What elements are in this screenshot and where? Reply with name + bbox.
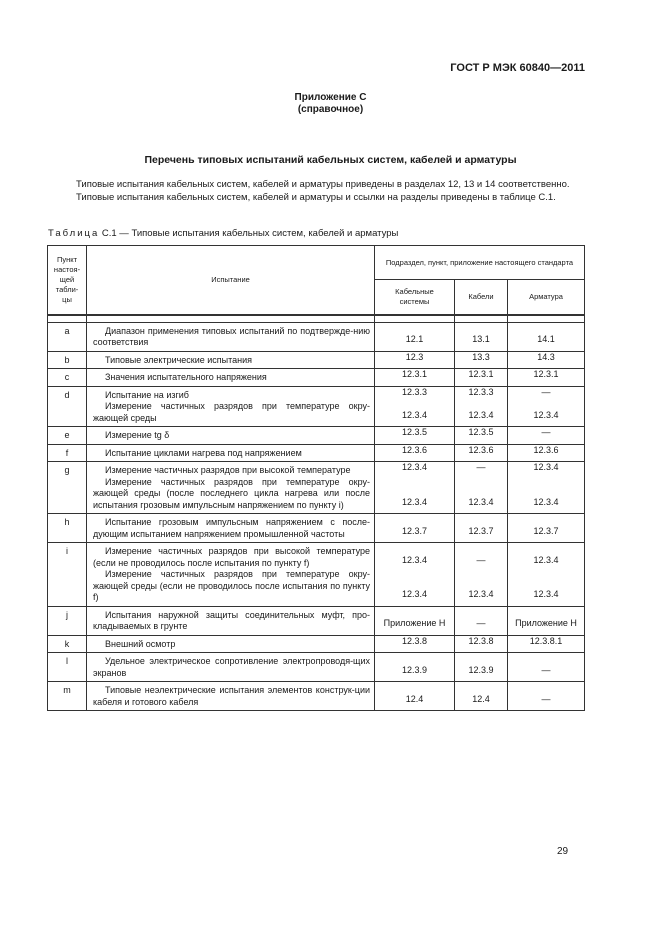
ref-value bbox=[375, 514, 454, 526]
row-item-id: i bbox=[48, 543, 87, 607]
paragraph: Типовые испытания кабельных систем, кабелей и арматуры и ссылки на разделы приведены в таблице С.1. bbox=[76, 192, 556, 203]
row-cables-ref bbox=[455, 543, 508, 607]
row-systems-ref bbox=[375, 606, 455, 635]
table-row bbox=[48, 386, 585, 427]
row-systems-ref bbox=[375, 444, 455, 462]
ref-value: 12.3.9 bbox=[401, 664, 428, 675]
ref-value bbox=[508, 323, 584, 335]
test-name: Испытание циклами нагрева под напряжением bbox=[105, 447, 302, 458]
ref-value bbox=[455, 566, 507, 578]
ref-value: 12.3.1 bbox=[533, 369, 559, 379]
ref-value bbox=[455, 578, 507, 590]
ref-value bbox=[375, 607, 454, 619]
ref-value: 12.3.5 bbox=[468, 427, 494, 437]
ref-value: — bbox=[476, 618, 486, 628]
test-name: Измерение частичных разрядов при высокой температуре (если не проводилось после испытания по пункту f) bbox=[93, 546, 370, 568]
ref-value: 13.1 bbox=[472, 334, 490, 344]
ref-value: 12.3.4 bbox=[533, 496, 559, 507]
table-row bbox=[48, 351, 585, 369]
ref-value bbox=[375, 474, 454, 486]
row-cables-ref bbox=[455, 682, 508, 711]
row-accessories-ref bbox=[508, 322, 585, 351]
header-test: Испытание bbox=[87, 246, 375, 315]
header-separator bbox=[48, 315, 585, 323]
ref-value bbox=[455, 607, 507, 619]
ref-value bbox=[508, 653, 584, 665]
test-name: Измерение tg δ bbox=[105, 430, 170, 440]
row-systems-ref bbox=[375, 514, 455, 543]
header-systems: Кабельные системы bbox=[375, 280, 455, 315]
test-name: Испытание на изгиб bbox=[105, 389, 189, 400]
row-test-description bbox=[87, 462, 375, 514]
ref-value bbox=[375, 653, 454, 665]
test-name: Измерение частичных разрядов при высокой температуре bbox=[105, 465, 351, 475]
ref-value: 12.3.3 bbox=[401, 386, 428, 397]
table-caption bbox=[48, 228, 398, 239]
row-item-id: h bbox=[48, 514, 87, 543]
ref-value bbox=[455, 653, 507, 665]
ref-value: 12.3.8.1 bbox=[529, 635, 563, 646]
ref-value: — bbox=[541, 427, 551, 437]
row-item-id: c bbox=[48, 369, 87, 387]
ref-value: 12.3.5 bbox=[401, 427, 428, 437]
ref-value bbox=[455, 514, 507, 526]
table-row bbox=[48, 322, 585, 351]
ref-value bbox=[508, 485, 584, 497]
appendix-heading bbox=[0, 92, 661, 116]
row-cables-ref bbox=[455, 462, 508, 514]
row-item-id: f bbox=[48, 444, 87, 462]
row-systems-ref bbox=[375, 322, 455, 351]
ref-value: 12.3.6 bbox=[468, 444, 494, 455]
test-name: Диапазон применения типовых испытаний по подтвержде-нию соответствия bbox=[93, 325, 370, 347]
table-row bbox=[48, 682, 585, 711]
document-code: ГОСТ Р МЭК 60840—2011 bbox=[450, 62, 585, 74]
ref-value bbox=[455, 474, 507, 486]
row-systems-ref bbox=[375, 351, 455, 369]
ref-value: 12.3.4 bbox=[533, 589, 559, 599]
appendix-title: Приложение С bbox=[294, 92, 367, 103]
ref-value: 12.3.8 bbox=[468, 635, 494, 646]
row-test-description bbox=[87, 351, 375, 369]
ref-value: 12.3.6 bbox=[401, 444, 428, 455]
row-cables-ref bbox=[455, 444, 508, 462]
row-test-description bbox=[87, 635, 375, 653]
ref-value bbox=[375, 543, 454, 555]
row-item-id: k bbox=[48, 635, 87, 653]
row-cables-ref bbox=[455, 427, 508, 445]
ref-value: 12.3.4 bbox=[533, 462, 559, 472]
test-name: Измерение частичных разрядов при температуре окру-жающей среды (после последнего цикла нагрева или после испытания грозовым импульсным напряжением по пункту i) bbox=[93, 476, 370, 510]
row-accessories-ref bbox=[508, 635, 585, 653]
row-systems-ref bbox=[375, 682, 455, 711]
row-accessories-ref bbox=[508, 427, 585, 445]
ref-value bbox=[508, 514, 584, 526]
test-name: Внешний осмотр bbox=[105, 638, 176, 649]
ref-value bbox=[508, 578, 584, 590]
row-systems-ref bbox=[375, 386, 455, 427]
row-item-id: a bbox=[48, 322, 87, 351]
ref-value: — bbox=[476, 462, 486, 472]
ref-value: 12.3 bbox=[405, 351, 424, 362]
test-name: Типовые неэлектрические испытания элементов конструк-ции кабеля и готового кабеля bbox=[93, 685, 370, 707]
ref-value: Приложение H bbox=[515, 618, 577, 628]
ref-value: 12.3.7 bbox=[533, 525, 559, 536]
row-item-id: b bbox=[48, 351, 87, 369]
row-test-description bbox=[87, 444, 375, 462]
test-name: Испытание грозовым импульсным напряжением с после-дующим испытанием напряжением промышленной частоты bbox=[93, 517, 370, 539]
ref-value bbox=[508, 607, 584, 619]
table-row bbox=[48, 514, 585, 543]
ref-value: 12.3.4 bbox=[468, 409, 494, 420]
row-accessories-ref bbox=[508, 543, 585, 607]
row-systems-ref bbox=[375, 635, 455, 653]
row-cables-ref bbox=[455, 514, 508, 543]
test-name: Испытания наружной защиты соединительных муфт, про-кладываемых в грунте bbox=[93, 609, 370, 631]
row-accessories-ref bbox=[508, 606, 585, 635]
ref-value: 12.3.4 bbox=[401, 496, 428, 507]
ref-value: 12.3.4 bbox=[401, 554, 428, 565]
ref-value: 12.3.4 bbox=[533, 554, 559, 565]
row-systems-ref bbox=[375, 653, 455, 682]
section-title: Перечень типовых испытаний кабельных систем, кабелей и арматуры bbox=[144, 154, 517, 166]
test-name: Измерение частичных разрядов при температуре окру-жающей среды bbox=[93, 401, 370, 423]
ref-value: — bbox=[541, 664, 551, 675]
ref-value: 12.3.1 bbox=[468, 369, 494, 379]
ref-value bbox=[375, 578, 454, 590]
test-name: Удельное электрическое сопротивление электропроводя-щих экранов bbox=[93, 656, 370, 678]
table-row bbox=[48, 653, 585, 682]
ref-value: 12.3.4 bbox=[401, 409, 428, 420]
row-cables-ref bbox=[455, 322, 508, 351]
row-test-description bbox=[87, 427, 375, 445]
row-accessories-ref bbox=[508, 369, 585, 387]
ref-value: — bbox=[541, 693, 551, 704]
row-item-id: m bbox=[48, 682, 87, 711]
row-accessories-ref bbox=[508, 462, 585, 514]
row-item-id: l bbox=[48, 653, 87, 682]
ref-value: 12.3.4 bbox=[468, 589, 494, 599]
ref-value bbox=[455, 543, 507, 555]
ref-value: 12.4 bbox=[472, 693, 490, 704]
row-item-id: g bbox=[48, 462, 87, 514]
row-cables-ref bbox=[455, 351, 508, 369]
tests-table bbox=[47, 245, 585, 711]
ref-value: 12.3.4 bbox=[401, 462, 428, 472]
row-accessories-ref bbox=[508, 444, 585, 462]
page-number: 29 bbox=[557, 846, 569, 857]
ref-value: 12.3.1 bbox=[401, 369, 428, 379]
ref-value bbox=[375, 323, 454, 335]
row-accessories-ref bbox=[508, 351, 585, 369]
table-row bbox=[48, 444, 585, 462]
row-systems-ref bbox=[375, 543, 455, 607]
intro-text bbox=[48, 178, 583, 204]
row-test-description bbox=[87, 606, 375, 635]
table-row bbox=[48, 543, 585, 607]
row-cables-ref bbox=[455, 635, 508, 653]
row-item-id: d bbox=[48, 386, 87, 427]
header-item: Пункт настоя-щей табли-цы bbox=[48, 246, 87, 315]
ref-value: 14.3 bbox=[537, 351, 555, 362]
row-accessories-ref bbox=[508, 386, 585, 427]
row-cables-ref bbox=[455, 606, 508, 635]
row-test-description bbox=[87, 653, 375, 682]
row-accessories-ref bbox=[508, 682, 585, 711]
row-cables-ref bbox=[455, 653, 508, 682]
row-item-id: j bbox=[48, 606, 87, 635]
ref-value: 12.3.3 bbox=[468, 386, 494, 397]
row-systems-ref bbox=[375, 427, 455, 445]
table-row bbox=[48, 427, 585, 445]
ref-value bbox=[508, 566, 584, 578]
ref-value bbox=[508, 682, 584, 694]
table-row bbox=[48, 606, 585, 635]
ref-value: 12.3.9 bbox=[468, 664, 494, 675]
table-row bbox=[48, 635, 585, 653]
row-cables-ref bbox=[455, 386, 508, 427]
row-accessories-ref bbox=[508, 653, 585, 682]
ref-value: 12.3.4 bbox=[468, 496, 494, 507]
table-caption-text: С.1 — Типовые испытания кабельных систем, кабелей и арматуры bbox=[99, 228, 399, 239]
ref-value bbox=[455, 485, 507, 497]
row-item-id: e bbox=[48, 427, 87, 445]
header-cables: Кабели bbox=[455, 280, 508, 315]
ref-value bbox=[455, 323, 507, 335]
ref-value: — bbox=[541, 386, 551, 397]
row-test-description bbox=[87, 322, 375, 351]
table-caption-label: Таблица bbox=[48, 228, 100, 239]
appendix-subtitle: (справочное) bbox=[297, 104, 364, 115]
ref-value: — bbox=[476, 554, 486, 565]
ref-value: 12.3.7 bbox=[468, 525, 494, 536]
ref-value: Приложение H bbox=[383, 618, 446, 628]
table-row bbox=[48, 369, 585, 387]
test-name: Значения испытательного напряжения bbox=[105, 372, 267, 382]
ref-value: 12.3.8 bbox=[401, 635, 428, 646]
ref-value: 12.3.4 bbox=[401, 589, 428, 599]
ref-value: 13.3 bbox=[472, 351, 490, 362]
row-test-description bbox=[87, 543, 375, 607]
row-test-description bbox=[87, 386, 375, 427]
row-test-description bbox=[87, 369, 375, 387]
ref-value bbox=[455, 398, 507, 410]
ref-value bbox=[508, 543, 584, 555]
ref-value: 14.1 bbox=[537, 334, 555, 344]
ref-value: 12.3.6 bbox=[533, 444, 559, 455]
paragraph: Типовые испытания кабельных систем, кабелей и арматуры приведены в разделах 12, 13 и 14 соответственно. bbox=[76, 179, 570, 190]
row-systems-ref bbox=[375, 462, 455, 514]
row-test-description bbox=[87, 682, 375, 711]
ref-value bbox=[508, 398, 584, 410]
row-cables-ref bbox=[455, 369, 508, 387]
row-systems-ref bbox=[375, 369, 455, 387]
row-accessories-ref bbox=[508, 514, 585, 543]
ref-value bbox=[375, 398, 454, 410]
ref-value: 12.3.4 bbox=[533, 409, 559, 420]
ref-value bbox=[455, 682, 507, 694]
ref-value bbox=[375, 682, 454, 694]
header-accessories: Арматура bbox=[508, 280, 585, 315]
header-standard-ref: Подраздел, пункт, приложение настоящего стандарта bbox=[375, 246, 585, 280]
test-name: Измерение частичных разрядов при температуре окру-жающей среды (если не проводилось после испытания по пункту f) bbox=[93, 569, 370, 602]
ref-value: 12.1 bbox=[405, 334, 424, 344]
ref-value: 12.4 bbox=[405, 693, 424, 704]
test-name: Типовые электрические испытания bbox=[105, 354, 253, 365]
ref-value bbox=[375, 566, 454, 578]
ref-value bbox=[508, 474, 584, 486]
ref-value: 12.3.7 bbox=[401, 525, 428, 536]
table-row bbox=[48, 462, 585, 514]
row-test-description bbox=[87, 514, 375, 543]
ref-value bbox=[375, 485, 454, 497]
